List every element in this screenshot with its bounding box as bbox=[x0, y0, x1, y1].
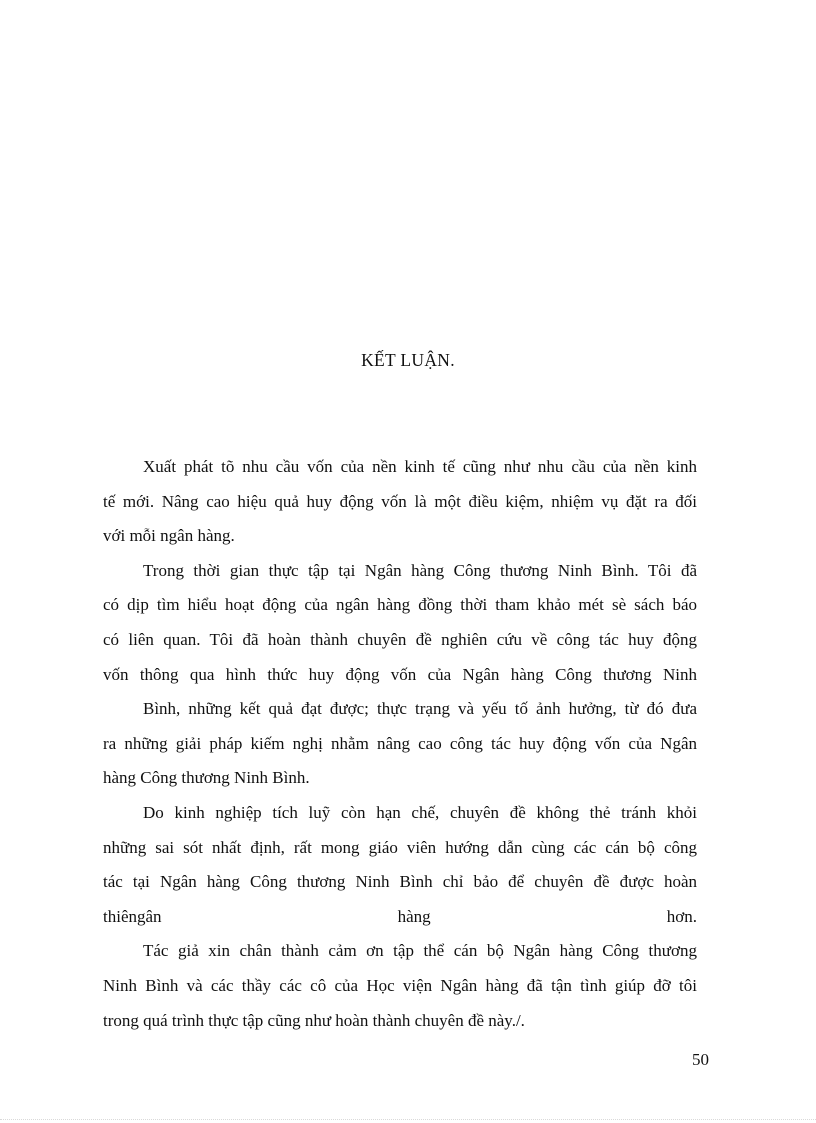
page-number: 50 bbox=[692, 1050, 709, 1069]
paragraph-line: Xuất phát tõ nhu cầu vốn của nền kinh tế cũng như nhu cầu của nền kinh bbox=[143, 457, 697, 476]
paragraph-2 bbox=[103, 554, 697, 796]
paragraph-line: trong quá trình thực tập cũng như hoàn thành chuyên đề này./. bbox=[103, 1010, 525, 1030]
body-text bbox=[103, 450, 697, 1038]
paragraph-line: có dịp tìm hiểu hoạt động của ngân hàng đồng thời tham khảo mét sè sách báo bbox=[103, 595, 697, 615]
paragraph-line: Bình, những kết quả đạt được; thực trạng và yếu tố ảnh hưởng, từ đó đưa bbox=[143, 699, 697, 719]
page-title: KẾT LUẬN. bbox=[361, 350, 455, 370]
paragraph-line: Do kinh nghiệp tích luỹ còn hạn chế, chuyên đề không thẻ tránh khỏi bbox=[143, 802, 697, 822]
paragraph-line: Ninh Bình và các thầy các cô của Học viện Ngân hàng đã tận tình giúp đỡ tôi bbox=[103, 975, 697, 995]
paragraph-line: ra những giải pháp kiếm nghị nhằm nâng cao công tác huy động vốn của Ngân bbox=[103, 733, 697, 753]
split-word: thiêngân bbox=[103, 906, 162, 926]
split-word: hàng bbox=[397, 906, 431, 926]
paragraph-line: những sai sót nhất định, rất mong giáo viên hướng dẫn cùng các cán bộ công bbox=[103, 837, 697, 857]
paragraph-line: Trong thời gian thực tập tại Ngân hàng Công thương Ninh Bình. Tôi đã bbox=[143, 560, 697, 580]
paragraph-line: Tác giả xin chân thành cảm ơn tập thể cán bộ Ngân hàng Công thương bbox=[143, 941, 697, 961]
paragraph-line: hàng Công thương Ninh Bình. bbox=[103, 768, 310, 788]
paragraph-line: vốn thông qua hình thức huy động vốn của Ngân hàng Công thương Ninh bbox=[103, 664, 697, 684]
paragraph-line: tế mới. Nâng cao hiệu quả huy động vốn là một điều kiệm, nhiệm vụ đặt ra đối bbox=[103, 491, 697, 511]
paragraph-1 bbox=[103, 450, 697, 554]
paragraph-3 bbox=[103, 796, 697, 934]
page-bottom-rule bbox=[0, 1119, 816, 1120]
paragraph-line: với mỗi ngân hàng. bbox=[103, 526, 235, 546]
split-word: hơn. bbox=[666, 906, 697, 926]
paragraph-line: có liên quan. Tôi đã hoàn thành chuyên đề nghiên cứu về công tác huy động bbox=[103, 629, 697, 649]
paragraph-4 bbox=[103, 934, 697, 1038]
paragraph-line: tác tại Ngân hàng Công thương Ninh Bình chỉ bảo để chuyên đề được hoàn bbox=[103, 872, 697, 892]
paragraph-split-line bbox=[103, 900, 697, 935]
